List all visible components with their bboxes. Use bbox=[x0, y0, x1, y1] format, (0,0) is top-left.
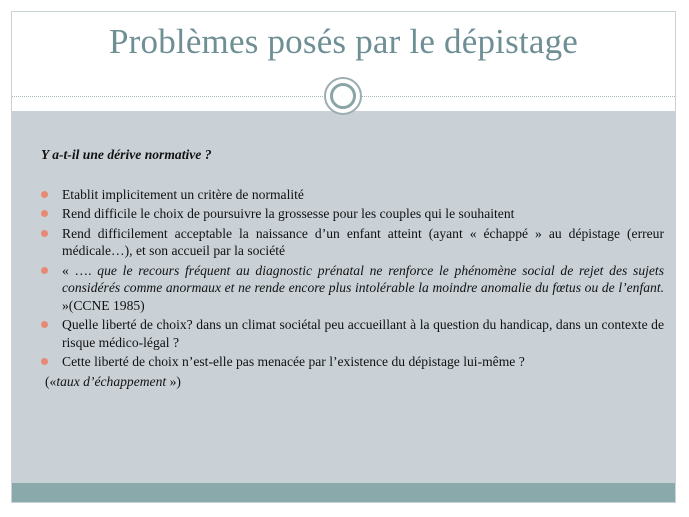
bullet-item bbox=[41, 205, 664, 223]
bullet-item bbox=[41, 316, 664, 351]
bullet-dot-icon bbox=[41, 358, 48, 365]
bullet-text: Quelle liberté de choix? dans un climat sociétal peu accueillant à la question du handicap, dans un contexte de risque médico-légal ? bbox=[62, 317, 664, 350]
quote-open: « …. bbox=[62, 262, 98, 278]
bullet-text: Rend difficile le choix de poursuivre la grossesse pour les couples qui le souhaitent bbox=[62, 206, 515, 221]
note-text: taux d’échappement bbox=[56, 373, 167, 389]
slide-title: Problèmes posés par le dépistage bbox=[108, 22, 579, 61]
quote-citation: »(CCNE 1985) bbox=[62, 297, 145, 313]
bullet-item bbox=[41, 186, 664, 204]
slide-body bbox=[41, 146, 664, 390]
bullet-dot-icon bbox=[41, 321, 48, 328]
bullet-dot-icon bbox=[41, 210, 48, 217]
bullet-dot-icon bbox=[41, 230, 48, 237]
bullet-item bbox=[41, 225, 664, 260]
note-close: ») bbox=[166, 373, 181, 389]
bullet-item-quote bbox=[41, 262, 664, 315]
bullet-dot-icon bbox=[41, 191, 48, 198]
question-heading: Y a-t-il une dérive normative ? bbox=[41, 147, 212, 162]
footer-bar bbox=[12, 483, 675, 502]
circle-ornament-icon bbox=[324, 77, 362, 115]
footnote bbox=[41, 373, 664, 391]
quote-text: que le recours fréquent au diagnostic prénatal ne renforce le phénomène social de rejet des sujets considérés comme anormaux et ne rende encore plus intolérable la moindre anomalie du fœtus ou de l’enfant. bbox=[62, 262, 664, 295]
bullet-text: Etablit implicitement un critère de normalité bbox=[62, 186, 304, 202]
bullet-text: Cette liberté de choix n’est-elle pas menacée par l’existence du dépistage lui-même ? bbox=[62, 354, 525, 369]
bullet-item bbox=[41, 353, 664, 371]
bullet-text: Rend difficilement acceptable la naissance d’un enfant atteint (ayant « échappé » au dépistage (erreur médicale…), et son accueil par la société bbox=[62, 225, 664, 258]
bullet-dot-icon bbox=[41, 267, 48, 274]
bullet-list bbox=[41, 186, 664, 371]
circle-ornament-inner bbox=[330, 83, 356, 109]
note-open: (« bbox=[45, 373, 57, 389]
